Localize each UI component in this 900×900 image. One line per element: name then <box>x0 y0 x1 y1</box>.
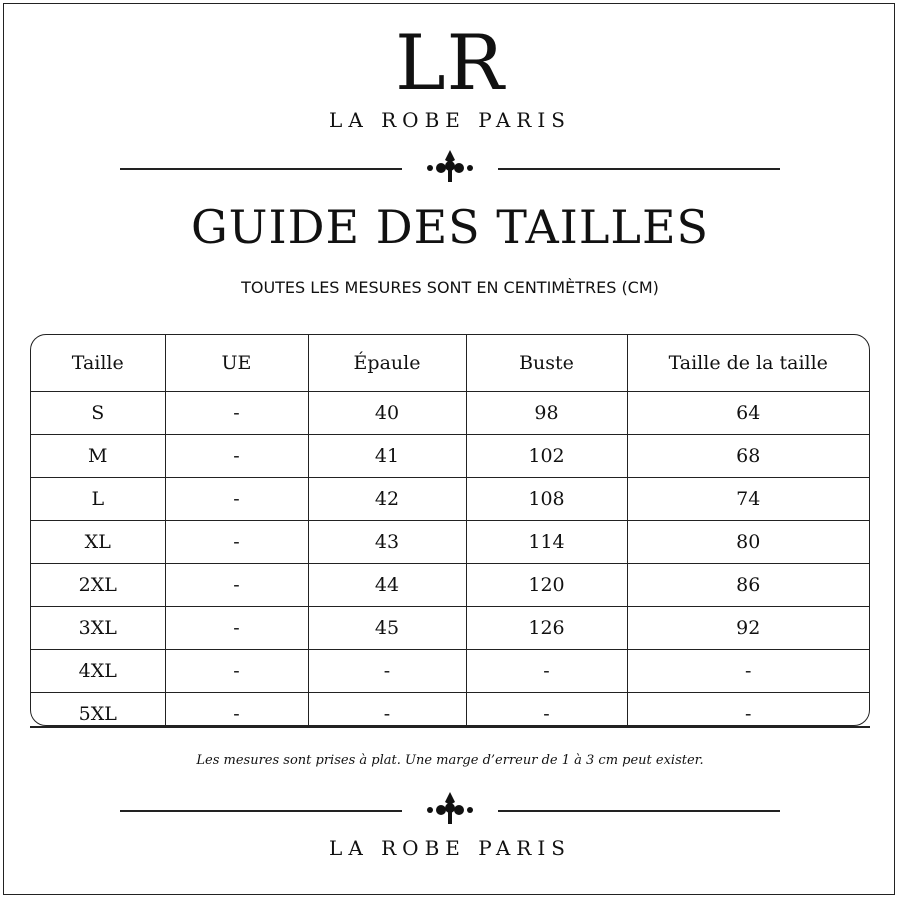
cell-size: L <box>31 478 165 521</box>
brand-name-top: LA ROBE PARIS <box>329 108 571 132</box>
cell-epaule: 40 <box>308 392 466 435</box>
cell-size: M <box>31 435 165 478</box>
table-row <box>31 521 869 564</box>
cell-taille: 92 <box>627 607 869 650</box>
fleur-de-lis-icon <box>426 790 474 830</box>
table-row <box>31 650 869 693</box>
cell-buste: 126 <box>466 607 627 650</box>
cell-epaule: 41 <box>308 435 466 478</box>
header-ue: UE <box>165 335 308 392</box>
measurement-note: Les mesures sont prises à plat. Une marge d’erreur de 1 à 3 cm peut exister. <box>196 753 704 768</box>
cell-ue: - <box>165 564 308 607</box>
divider-line-right <box>498 168 780 170</box>
cell-buste: - <box>466 693 627 727</box>
cell-buste: 108 <box>466 478 627 521</box>
page-title: GUIDE DES TAILLES <box>190 200 710 254</box>
cell-buste: - <box>466 650 627 693</box>
cell-taille: 80 <box>627 521 869 564</box>
table-row <box>31 478 869 521</box>
cell-ue: - <box>165 650 308 693</box>
cell-ue: - <box>165 435 308 478</box>
table-row <box>31 435 869 478</box>
cell-epaule: 42 <box>308 478 466 521</box>
table-row <box>31 607 869 650</box>
cell-epaule: 45 <box>308 607 466 650</box>
page-subtitle: TOUTES LES MESURES SONT EN CENTIMÈTRES (CM) <box>241 278 659 297</box>
fleur-de-lis-icon <box>426 148 474 188</box>
cell-buste: 114 <box>466 521 627 564</box>
cell-taille: - <box>627 650 869 693</box>
brand-name-bottom: LA ROBE PARIS <box>329 836 571 860</box>
cell-size: 3XL <box>31 607 165 650</box>
divider-line-right <box>498 810 780 812</box>
cell-taille: 68 <box>627 435 869 478</box>
cell-taille: 64 <box>627 392 869 435</box>
cell-buste: 120 <box>466 564 627 607</box>
divider-line-left <box>120 168 402 170</box>
cell-ue: - <box>165 521 308 564</box>
cell-size: S <box>31 392 165 435</box>
size-table <box>30 334 870 726</box>
table-row <box>31 392 869 435</box>
cell-size: 4XL <box>31 650 165 693</box>
cell-taille: - <box>627 693 869 727</box>
table-row <box>31 693 869 727</box>
cell-ue: - <box>165 392 308 435</box>
size-chart-table <box>31 335 869 726</box>
cell-taille: 74 <box>627 478 869 521</box>
cell-ue: - <box>165 607 308 650</box>
table-row <box>31 564 869 607</box>
header-epaule: Épaule <box>308 335 466 392</box>
table-underline <box>30 726 870 728</box>
cell-size: XL <box>31 521 165 564</box>
cell-taille: 86 <box>627 564 869 607</box>
cell-epaule: - <box>308 650 466 693</box>
header-buste: Buste <box>466 335 627 392</box>
cell-ue: - <box>165 693 308 727</box>
ornament-divider-bottom <box>120 790 780 830</box>
header-taille-de-la-taille: Taille de la taille <box>627 335 869 392</box>
table-header-row <box>31 335 869 392</box>
cell-epaule: - <box>308 693 466 727</box>
cell-epaule: 43 <box>308 521 466 564</box>
header-taille: Taille <box>31 335 165 392</box>
cell-size: 2XL <box>31 564 165 607</box>
cell-ue: - <box>165 478 308 521</box>
cell-buste: 102 <box>466 435 627 478</box>
cell-size: 5XL <box>31 693 165 727</box>
logo-monogram: LR <box>395 18 505 107</box>
divider-line-left <box>120 810 402 812</box>
cell-buste: 98 <box>466 392 627 435</box>
cell-epaule: 44 <box>308 564 466 607</box>
ornament-divider-top <box>120 148 780 188</box>
